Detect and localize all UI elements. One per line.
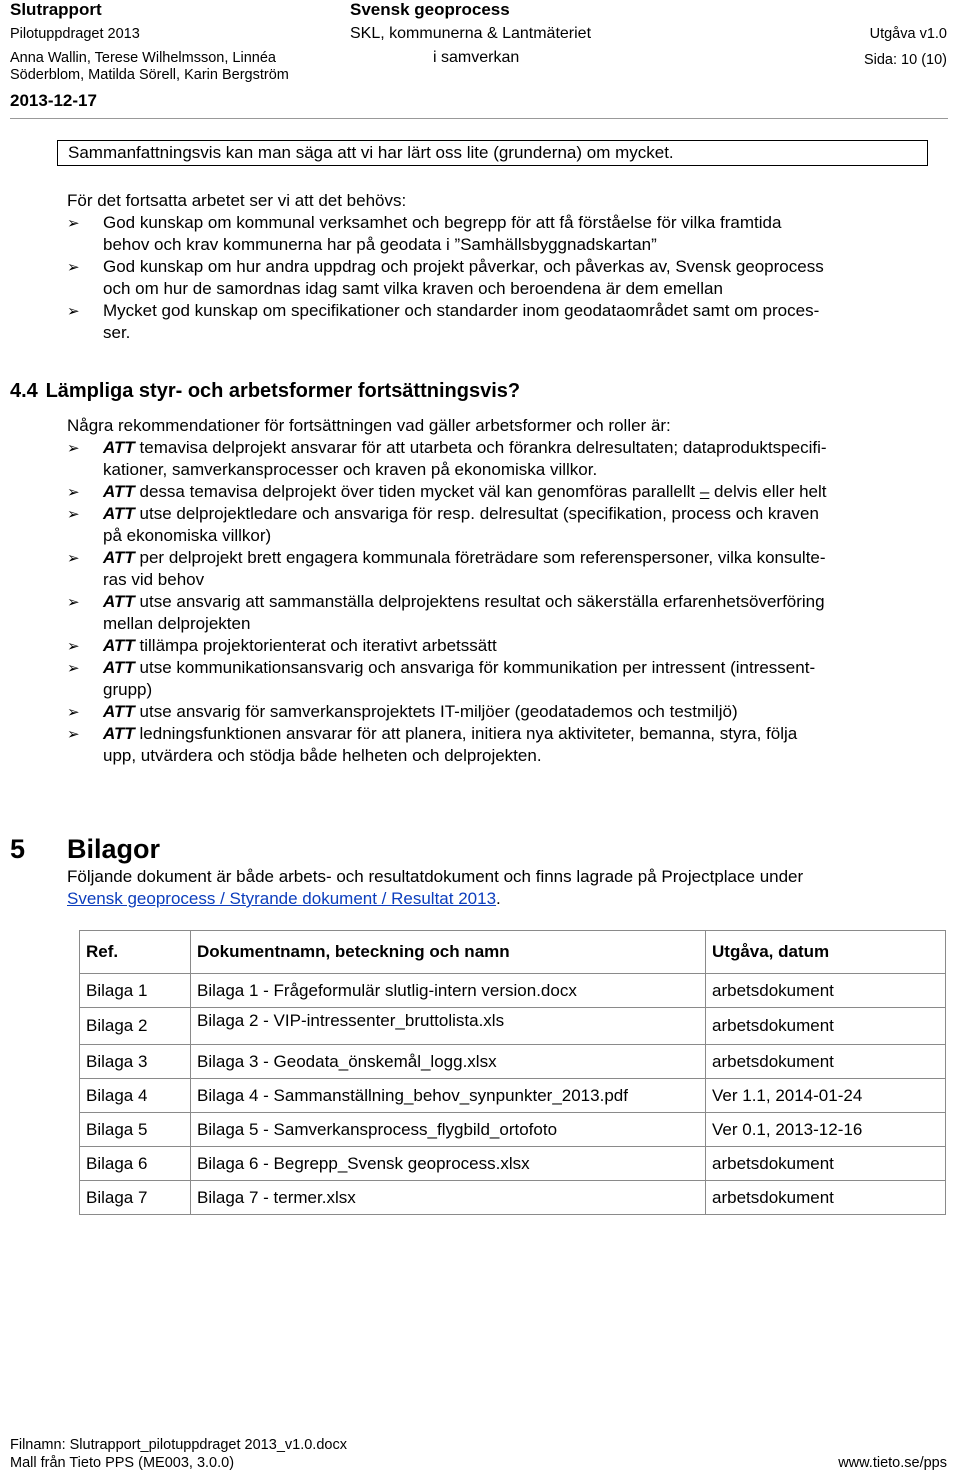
project-title: Svensk geoprocess [350, 0, 510, 19]
attachments-intro: Följande dokument är både arbets- och resultatdokument och finns lagrade på Projectplace under Svensk geoprocess / Styrande dokument / Resultat 2013. [67, 867, 804, 908]
list-item: ➢ ATT dessa temavisa delprojekt över tiden mycket väl kan genomföras parallellt – delvis eller helt [67, 482, 827, 501]
arrow-bullet-icon: ➢ [67, 258, 80, 276]
footer-template: Mall från Tieto PPS (ME003, 3.0.0) [10, 1455, 235, 1471]
recommendations-list [67, 437, 827, 767]
page-number: Sida: 10 (10) [863, 52, 947, 68]
section-heading-5: 5 Bilagor [10, 834, 161, 864]
header-rule [10, 118, 948, 119]
projectplace-link[interactable]: Svensk geoprocess / Styrande dokument / Resultat 2013 [67, 889, 497, 908]
arrow-bullet-icon: ➢ [67, 725, 80, 743]
arrow-bullet-icon: ➢ [67, 483, 80, 501]
recommendations-section [67, 415, 827, 767]
footer-filename: Filnamn: Slutrapport_pilotuppdraget 2013_v1.0.docx [10, 1437, 347, 1453]
project-orgs: SKL, kommunerna & Lantmäteriet [350, 25, 592, 42]
arrow-bullet-icon: ➢ [67, 549, 80, 567]
table-row: Bilaga 1 Bilaga 1 - Frågeformulär slutlig-intern version.docx arbetsdokument [80, 974, 946, 1008]
arrow-bullet-icon: ➢ [67, 703, 80, 721]
arrow-bullet-icon: ➢ [67, 302, 80, 320]
needs-list [67, 212, 824, 344]
list-item: ➢ ATT ledningsfunktionen ansvarar för att planera, initiera nya aktiviteter, bemanna, styra, följa upp, utvärdera och stödja både helheten och delprojekten. [67, 724, 798, 765]
table-row: Bilaga 3 Bilaga 3 - Geodata_önskemål_logg.xlsx arbetsdokument [80, 1045, 946, 1079]
list-item: ➢ ATT temavisa delprojekt ansvarar för att utarbeta och förankra delresultaten; dataproduktspecifi- kationer, samverkansprocesser och kraven på ekonomiska villkor. [67, 438, 827, 479]
doc-subtitle: Pilotuppdraget 2013 [10, 26, 140, 42]
list-item: ➢ ATT tillämpa projektorienterat och iterativt arbetssätt [67, 636, 497, 655]
column-header-document: Dokumentnamn, beteckning och namn [191, 931, 706, 974]
needs-intro: För det fortsatta arbetet ser vi att det behövs: [67, 191, 407, 210]
list-item: ➢ ATT per delprojekt brett engagera kommunala företrädare som referenspersoner, vilka konsulte- ras vid behov [67, 548, 826, 589]
table-row: Bilaga 7 Bilaga 7 - termer.xlsx arbetsdokument [80, 1181, 946, 1215]
summary-box: Sammanfattningsvis kan man säga att vi har lärt oss lite (grunderna) om mycket. [57, 140, 928, 166]
doc-version: Utgåva v1.0 [869, 26, 947, 42]
column-header-version: Utgåva, datum [706, 931, 946, 974]
table-row: Bilaga 6 Bilaga 6 - Begrepp_Svensk geoprocess.xlsx arbetsdokument [80, 1147, 946, 1181]
table-header-row [80, 931, 946, 974]
authors-line-2: Söderblom, Matilda Sörell, Karin Bergström [10, 67, 289, 83]
list-item: ➢ God kunskap om kommunal verksamhet och begrepp för att få förståelse för vilka framtida behov och krav kommunerna har på geodata i ”Samhällsbyggnadskartan” [67, 213, 782, 254]
list-item: ➢ Mycket god kunskap om specifikationer och standarder inom geodataområdet samt om proces- ser. [67, 301, 820, 342]
table-row: Bilaga 4 Bilaga 4 - Sammanställning_behov_synpunkter_2013.pdf Ver 1.1, 2014-01-24 [80, 1079, 946, 1113]
needs-section [67, 190, 824, 344]
arrow-bullet-icon: ➢ [67, 593, 80, 611]
doc-date: 2013-12-17 [10, 91, 97, 110]
list-item: ➢ ATT utse kommunikationsansvarig och ansvariga för kommunikation per intressent (intressent- grupp) [67, 658, 816, 699]
recommendations-intro: Några rekommendationer för fortsättningen vad gäller arbetsformer och roller är: [67, 416, 671, 435]
attachments-table [79, 930, 946, 1215]
list-item: ➢ ATT utse ansvarig att sammanställa delprojektens resultat och säkerställa erfarenhetsöverföring mellan delprojekten [67, 592, 825, 633]
arrow-bullet-icon: ➢ [67, 637, 80, 655]
doc-title: Slutrapport [10, 0, 102, 19]
arrow-bullet-icon: ➢ [67, 439, 80, 457]
section-heading-4-4: 4.4 Lämpliga styr- och arbetsformer fortsättningsvis? [10, 380, 521, 402]
authors-line-1: Anna Wallin, Terese Wilhelmsson, Linnéa [10, 50, 276, 66]
list-item: ➢ God kunskap om hur andra uppdrag och projekt påverkar, och påverkas av, Svensk geoprocess och om hur de samordnas idag samt vilka kraven och beroendena är dem emellan [67, 257, 824, 298]
arrow-bullet-icon: ➢ [67, 505, 80, 523]
footer-website: www.tieto.se/pps [838, 1455, 947, 1471]
list-item: ➢ ATT utse delprojektledare och ansvariga för resp. delresultat (specifikation, process och kraven på ekonomiska villkor) [67, 504, 819, 545]
table-row: Bilaga 2 Bilaga 2 - VIP-intressenter_bruttolista.xls arbetsdokument [80, 1008, 946, 1045]
project-collab: i samverkan [433, 49, 520, 66]
arrow-bullet-icon: ➢ [67, 659, 80, 677]
list-item: ➢ ATT utse ansvarig för samverkansprojektets IT-miljöer (geodatademos och testmiljö) [67, 702, 738, 721]
arrow-bullet-icon: ➢ [67, 214, 80, 232]
table-row: Bilaga 5 Bilaga 5 - Samverkansprocess_flygbild_ortofoto Ver 0.1, 2013-12-16 [80, 1113, 946, 1147]
column-header-ref: Ref. [80, 931, 191, 974]
